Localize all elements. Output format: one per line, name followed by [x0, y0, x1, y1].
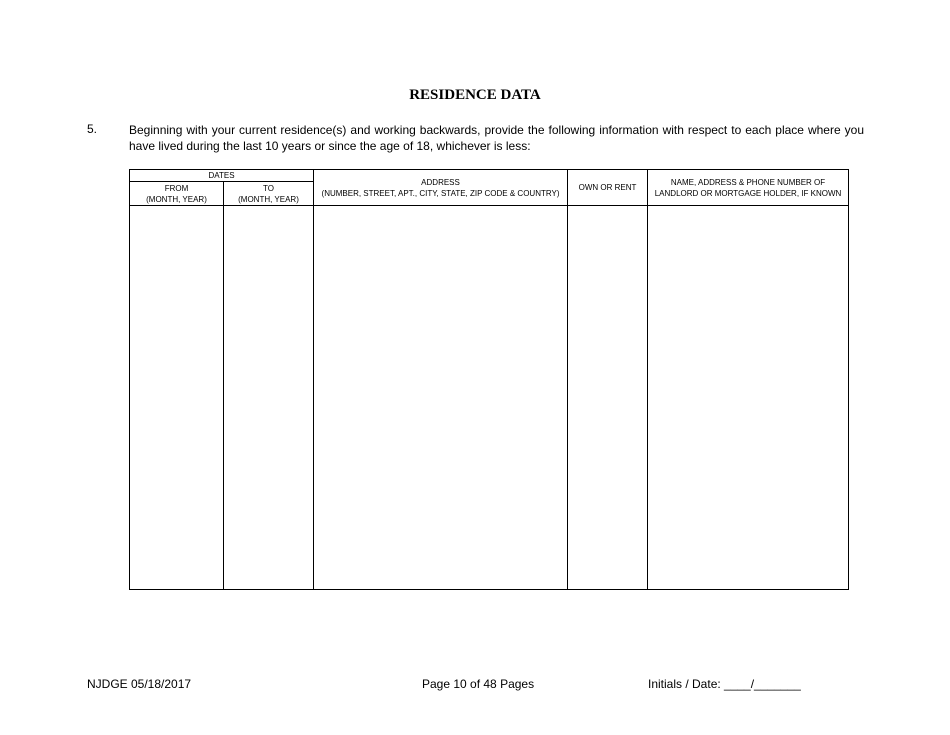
- own-rent-entry-cell[interactable]: [568, 206, 648, 590]
- form-id: NJDGE 05/18/2017: [87, 677, 192, 691]
- dates-header: DATES: [130, 170, 314, 182]
- landlord-entry-cell[interactable]: [648, 206, 849, 590]
- to-entry-cell[interactable]: [224, 206, 314, 590]
- from-header-sub: (MONTH, YEAR): [146, 194, 207, 204]
- own-rent-header: OWN OR RENT: [568, 170, 648, 206]
- address-header-sub: (NUMBER, STREET, APT., CITY, STATE, ZIP CODE & COUNTRY): [321, 188, 560, 198]
- landlord-header: [648, 170, 849, 206]
- page-title: RESIDENCE DATA: [409, 87, 541, 103]
- address-header: [314, 170, 568, 206]
- residence-table: [129, 169, 849, 590]
- question-number: 5.: [87, 122, 98, 136]
- from-header-label: FROM: [164, 183, 189, 193]
- landlord-header-label: NAME, ADDRESS & PHONE NUMBER OF: [670, 177, 826, 187]
- address-header-label: ADDRESS: [421, 177, 460, 187]
- from-entry-cell[interactable]: [130, 206, 224, 590]
- from-header: [130, 182, 224, 206]
- to-header: [224, 182, 314, 206]
- to-header-label: TO: [263, 183, 274, 193]
- landlord-header-sub: LANDLORD OR MORTGAGE HOLDER, IF KNOWN: [654, 188, 842, 198]
- address-entry-cell[interactable]: [314, 206, 568, 590]
- to-header-sub: (MONTH, YEAR): [238, 194, 299, 204]
- question-text: Beginning with your current residence(s) and working backwards, provide the following information with respect to each place where you have lived during the last 10 years or since the age of 18, whichever is less:: [129, 123, 864, 153]
- initials-date: Initials / Date: ____/_______: [648, 677, 801, 691]
- page-number: Page 10 of 48 Pages: [422, 677, 535, 691]
